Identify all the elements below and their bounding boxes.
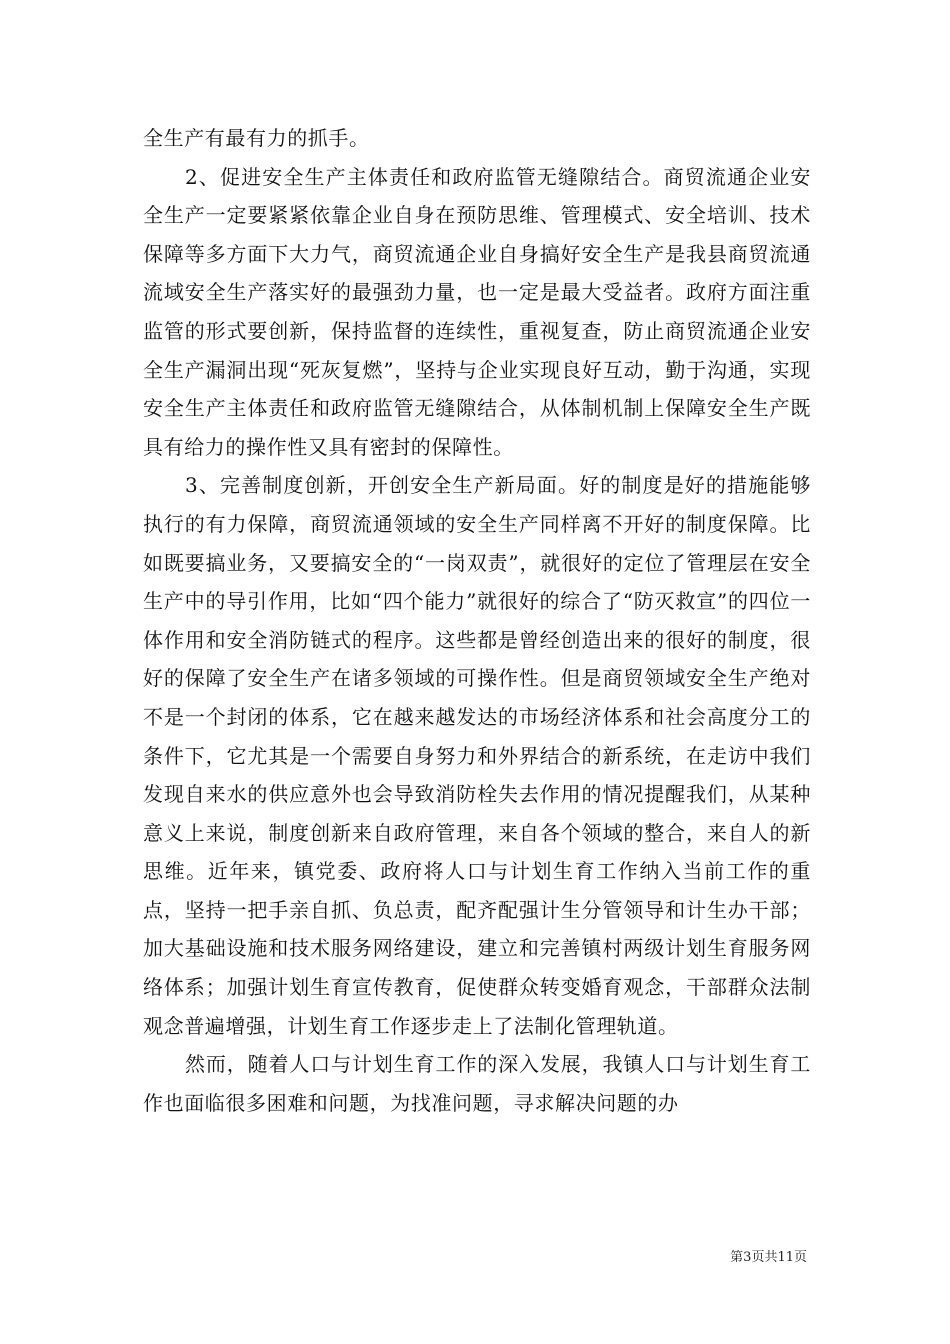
paragraph-1: 全生产有最有力的抓手。 (143, 126, 370, 150)
page-number-footer: 第3页共11页 (730, 1250, 807, 1265)
document-body (143, 119, 811, 1122)
paragraph-4: 然而，随着人口与计划生育工作的深入发展，我镇人口与计划生育工作也面临很多困难和问题，为找准问题，寻求解决问题的办 (143, 1052, 811, 1115)
paragraph-3: 3、完善制度创新，开创安全生产新局面。好的制度是好的措施能够执行的有力保障，商贸流通领域的安全生产同样离不开好的制度保障。比如既要搞业务，又要搞安全的“一岗双责”，就很好的定位了管理层在安全生产中的导引作用，比如“四个能力”就很好的综合了“防灭救宣”的四位一体作用和安全消防链式的程序。这些都是曾经创造出来的很好的制度，很好的保障了安全生产在诸多领域的可操作性。但是商贸领域安全生产绝对不是一个封闭的体系，它在越来越发达的市场经济体系和社会高度分工的条件下，它尤其是一个需要自身努力和外界结合的新系统，在走访中我们发现自来水的供应意外也会导致消防栓失去作用的情况提醒我们，从某种意义上来说，制度创新来自政府管理，来自各个领域的整合，来自人的新思维。近年来，镇党委、政府将人口与计划生育工作纳入当前工作的重点，坚持一把手亲自抓、负总责，配齐配强计生分管领导和计生办干部；加大基础设施和技术服务网络建设，建立和完善镇村两级计划生育服务网络体系；加强计划生育宣传教育，促使群众转变婚育观念，干部群众法制观念普遍增强，计划生育工作逐步走上了法制化管理轨道。 (143, 473, 811, 1038)
paragraph-2: 2、促进安全生产主体责任和政府监管无缝隙结合。商贸流通企业安全生产一定要紧紧依靠企业自身在预防思维、管理模式、安全培训、技术保障等多方面下大力气，商贸流通企业自身搞好安全生产是我县商贸流通流域安全生产落实好的最强劲力量，也一定是最大受益者。政府方面注重监管的形式要创新，保持监督的连续性，重视复查，防止商贸流通企业安全生产漏洞出现“死灰复燃”，坚持与企业实现良好互动，勤于沟通，实现安全生产主体责任和政府监管无缝隙结合，从体制机制上保障安全生产既具有给力的操作性又具有密封的保障性。 (143, 164, 811, 459)
